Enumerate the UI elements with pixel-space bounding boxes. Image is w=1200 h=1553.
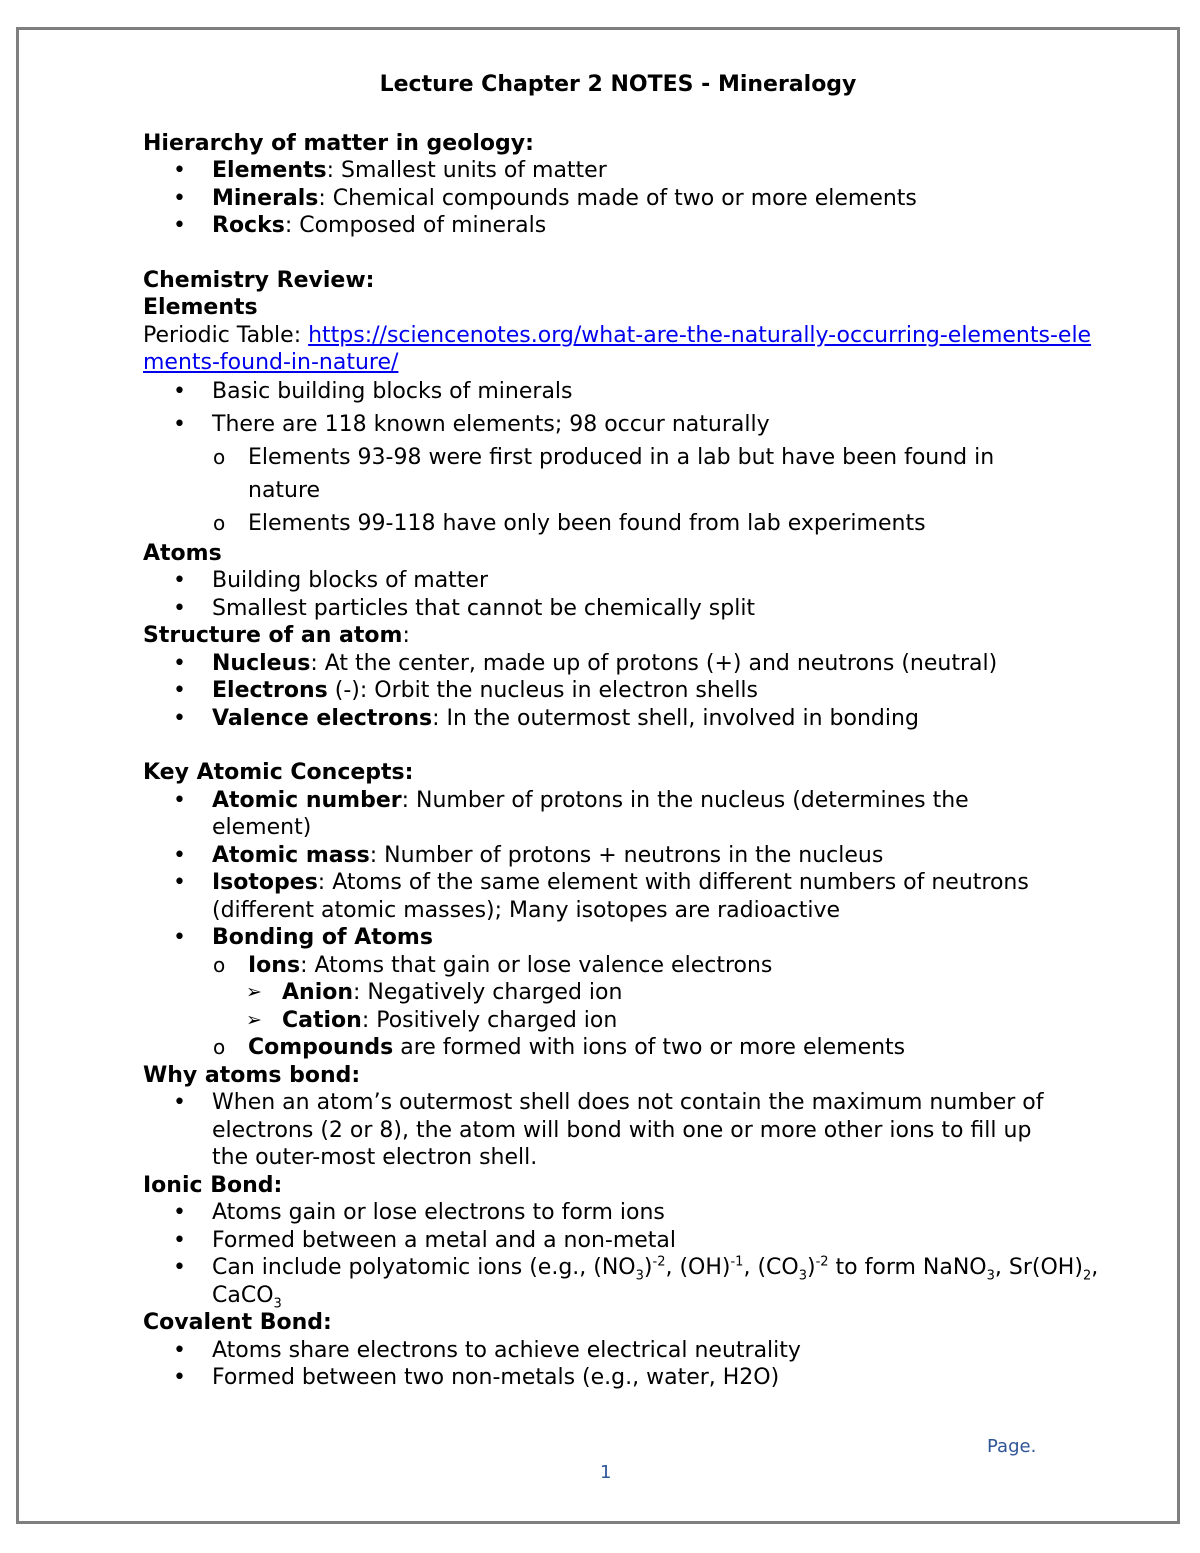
covalent-list: [143, 1337, 1103, 1392]
list-item: • There are 118 known elements; 98 occur naturally o Elements 93-98 were first produced in a lab but have been found in nature o Elements 99-118 have only been found from lab experiments: [143, 408, 1103, 540]
structure-heading-line: Structure of an atom:: [143, 623, 410, 648]
sub-list-item: o Ions: Atoms that gain or lose valence electrons ➢ Anion: Negatively charged ion ➢ Cation: Positively charged ion: [143, 952, 1103, 1035]
list-item: • Isotopes: Atoms of the same element with different numbers of neutrons (different atomic masses); Many isotopes are radioactive: [143, 869, 1103, 924]
atoms-heading: Atoms: [143, 540, 222, 566]
list-item: • Nucleus: At the center, made up of protons (+) and neutrons (neutral): [143, 650, 1103, 678]
why-atoms-bond-heading: Why atoms bond:: [143, 1062, 361, 1088]
list-item: • Atomic number: Number of protons in the nucleus (determines the element): [143, 787, 1103, 842]
key-concepts-list: [143, 787, 1103, 1062]
chemistry-review-heading: Chemistry Review:: [143, 267, 375, 293]
covalent-bond-heading: Covalent Bond:: [143, 1310, 332, 1335]
list-item: • Smallest particles that cannot be chemically split: [143, 595, 1103, 623]
list-item: • Formed between a metal and a non-metal: [143, 1227, 1103, 1255]
list-item: • Valence electrons: In the outermost shell, involved in bonding: [143, 705, 1103, 733]
list-item: • Building blocks of matter: [143, 567, 1103, 595]
sub-list-item: o Compounds are formed with ions of two or more elements: [143, 1034, 1103, 1062]
list-item: • Atoms share electrons to achieve electrical neutrality: [143, 1337, 1103, 1365]
list-item: • Can include polyatomic ions (e.g., $(NO_3)^{-2}$, (OH)$^{-1}$, $(CO_3)^{-2}$ to form NaNO$_3$, $Sr(OH)_2$, CaCO$_3$: [143, 1254, 1103, 1309]
list-item: • When an atom’s outermost shell does not contain the maximum number of electrons (2 or 8), the atom will bond with one or more other ions to fill up the outer-most electron shell.: [143, 1089, 1103, 1172]
footer-page-number: 1: [600, 1462, 612, 1483]
atoms-list: [143, 567, 1103, 622]
sub-sub-list-item: ➢ Anion: Negatively charged ion: [143, 979, 1103, 1007]
why-list: [143, 1089, 1103, 1172]
ionic-list: [143, 1199, 1103, 1309]
periodic-table-line: Periodic Table: https://sciencenotes.org/what-are-the-naturally-occurring-elements-elements-found-in-nature/: [143, 322, 1092, 375]
list-item: • Atoms gain or lose electrons to form ions: [143, 1199, 1103, 1227]
list-item: • Formed between two non-metals (e.g., water, H2O): [143, 1364, 1103, 1392]
sub-list-item: o Elements 93-98 were first produced in a lab but have been found in nature: [143, 441, 1103, 507]
elements-list: [143, 375, 1103, 540]
sub-sub-list-item: ➢ Cation: Positively charged ion: [143, 1007, 1103, 1035]
ionic-bond-heading: Ionic Bond:: [143, 1172, 283, 1198]
list-item: • Minerals: Chemical compounds made of two or more elements: [143, 185, 1103, 213]
list-item: • Rocks: Composed of minerals: [143, 212, 1103, 240]
structure-list: [143, 650, 1103, 733]
sub-list-item: o Elements 99-118 have only been found from lab experiments: [143, 507, 1103, 540]
periodic-table-link[interactable]: https://sciencenotes.org/what-are-the-naturally-occurring-elements-elements-found-in-nature/: [143, 322, 1092, 375]
list-item: • Atomic mass: Number of protons + neutrons in the nucleus: [143, 842, 1103, 870]
list-item: • Elements: Smallest units of matter: [143, 157, 1103, 185]
list-item: • Bonding of Atoms o Ions: Atoms that gain or lose valence electrons ➢ Anion: Negatively charged ion ➢ Cation: Positively charged ion o Compounds are formed with ions of two or more elements: [143, 924, 1103, 1062]
list-item: • Electrons (-): Orbit the nucleus in electron shells: [143, 677, 1103, 705]
document-body: [143, 68, 1103, 1392]
key-atomic-concepts-heading: Key Atomic Concepts:: [143, 760, 414, 785]
hierarchy-list: [143, 157, 1103, 240]
list-item: • Basic building blocks of minerals: [143, 375, 1103, 408]
elements-heading: Elements: [143, 295, 258, 320]
footer-page-label: Page.: [987, 1436, 1037, 1457]
document-title: Lecture Chapter 2 NOTES - Mineralogy: [379, 72, 857, 97]
hierarchy-heading: Hierarchy of matter in geology:: [143, 130, 534, 156]
